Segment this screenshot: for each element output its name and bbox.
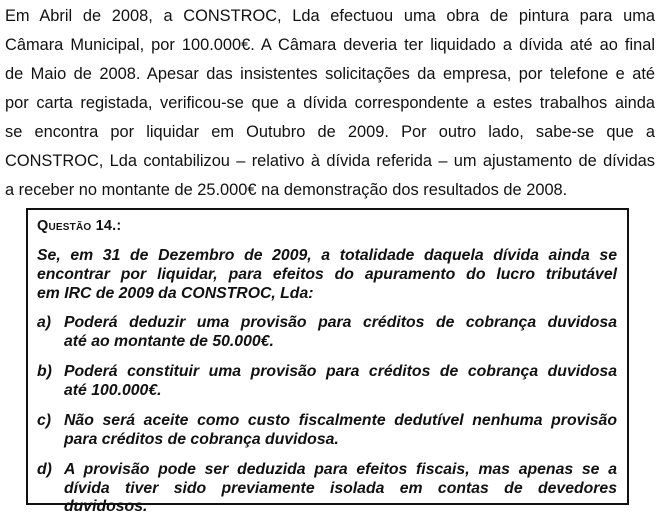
option-text <box>64 461 617 517</box>
question-stem <box>37 246 617 303</box>
question-title-text: Questão 14.: <box>37 218 122 234</box>
option-line: A provisão pode ser deduzida para efeitos fiscais, mas apenas se a <box>64 461 617 478</box>
option-line: Poderá deduzir uma provisão para créditos de cobrança duvidosa <box>64 314 617 331</box>
option-text <box>64 412 617 449</box>
option-text <box>64 363 617 400</box>
stem-line: encontrar por liquidar, para efeitos do apuramento do lucro tributável <box>37 266 617 283</box>
option-letter: b) <box>37 363 52 380</box>
option-line: dívida tiver sido previamente isolada em contas de devedores <box>64 479 617 497</box>
intro-line: Câmara Municipal, por 100.000€. A Câmara deveria ter liquidado a dívida até ao final <box>5 36 655 54</box>
option-line: até 100.000€. <box>64 381 162 399</box>
option-c[interactable] <box>37 412 617 449</box>
option-a[interactable] <box>37 314 617 351</box>
option-line: para créditos de cobrança duvidosa. <box>64 430 339 448</box>
option-line: Não será aceite como custo fiscalmente dedutível nenhuma provisão <box>64 412 617 429</box>
option-letter: a) <box>37 314 52 331</box>
option-letter: c) <box>37 412 52 429</box>
option-line: até ao montante de 50.000€. <box>64 332 274 350</box>
stem-line: Se, em 31 de Dezembro de 2009, a totalidade daquela dívida ainda se <box>37 247 617 264</box>
intro-line: CONSTROC, Lda contabilizou – relativo à dívida referida – um ajustamento de dívidas <box>5 152 655 170</box>
intro-line: por carta registada, verificou-se que a dívida correspondente a estes trabalhos ainda <box>5 94 655 112</box>
option-text <box>64 314 617 351</box>
option-d[interactable] <box>37 461 617 517</box>
intro-paragraph <box>5 2 655 205</box>
option-line: Poderá constituir uma provisão para créditos de cobrança duvidosa <box>64 363 617 380</box>
intro-line: Em Abril de 2008, a CONSTROC, Lda efectuou uma obra de pintura para uma <box>5 7 655 25</box>
option-letter: d) <box>37 461 52 478</box>
intro-line: se encontra por liquidar em Outubro de 2009. Por outro lado, sabe-se que a <box>5 123 655 141</box>
option-b[interactable] <box>37 363 617 400</box>
question-title <box>37 217 617 235</box>
intro-line: a receber no montante de 25.000€ na demonstração dos resultados de 2008. <box>5 181 568 199</box>
stem-line: em IRC de 2009 da CONSTROC, Lda: <box>37 285 314 302</box>
intro-line: de Maio de 2008. Apesar das insistentes solicitações da empresa, por telefone e até <box>5 65 655 83</box>
option-line: duvidosos. <box>64 498 148 515</box>
question-box <box>26 208 629 515</box>
